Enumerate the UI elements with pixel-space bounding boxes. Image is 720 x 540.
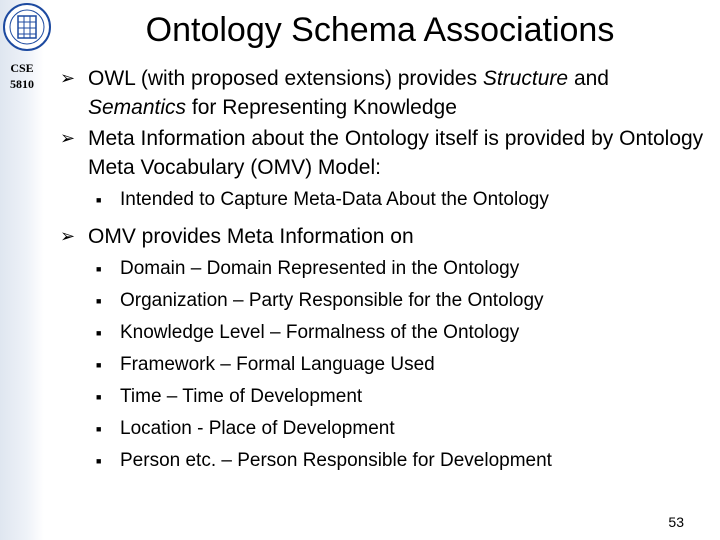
square-bullet-icon: ■ [96, 296, 102, 306]
course-line1: CSE [10, 61, 34, 75]
sub-bullet-intended-text: Intended to Capture Meta-Data About the Ontology [120, 189, 549, 210]
arrow-bullet-icon: ➢ [60, 226, 76, 247]
bullet-omv-provides-text: OMV provides Meta Information on [88, 225, 414, 248]
sub-bullet-domain [60, 253, 710, 285]
sub-bullet-person [60, 445, 710, 477]
university-seal-icon [2, 2, 52, 52]
bullet-owl-semantics: Semantics [88, 96, 187, 119]
bullet-omv-provides [60, 222, 710, 251]
bullet-owl-text-after: for Representing Knowledge [186, 96, 457, 119]
square-bullet-icon: ■ [96, 328, 102, 338]
sub-bullet-text: Time – Time of Development [120, 386, 363, 407]
course-label [2, 60, 42, 92]
sub-bullet-intended [60, 184, 710, 216]
sub-bullet-time [60, 381, 710, 413]
sub-bullet-text: Organization – Party Responsible for the Ontology [120, 290, 544, 311]
sub-bullet-framework [60, 349, 710, 381]
bullet-owl-structure: Structure [482, 67, 569, 90]
sub-bullet-organization [60, 285, 710, 317]
sub-bullet-text: Person etc. – Person Responsible for Development [120, 450, 552, 471]
sub-bullet-text: Knowledge Level – Formalness of the Ontology [120, 322, 520, 343]
bullet-meta-info [60, 124, 710, 182]
sub-bullet-text: Domain – Domain Represented in the Ontology [120, 258, 520, 279]
bullet-owl-text-before: OWL (with proposed extensions) provides [88, 67, 483, 90]
sub-bullet-text: Framework – Formal Language Used [120, 354, 435, 375]
course-line2: 5810 [10, 77, 34, 91]
sub-bullet-location [60, 413, 710, 445]
bullet-meta-info-text: Meta Information about the Ontology itself is provided by Ontology Meta Vocabulary (OMV) Model: [88, 127, 704, 179]
square-bullet-icon: ■ [96, 360, 102, 370]
bullet-owl [60, 64, 710, 122]
slide-content [60, 64, 710, 477]
sub-bullet-text: Location - Place of Development [120, 418, 395, 439]
page-number: 53 [668, 514, 684, 530]
arrow-bullet-icon: ➢ [60, 128, 76, 149]
arrow-bullet-icon: ➢ [60, 68, 76, 89]
square-bullet-icon: ■ [96, 456, 102, 466]
square-bullet-icon: ■ [96, 264, 102, 274]
square-bullet-icon: ■ [96, 424, 102, 434]
bullet-owl-text-mid: and [568, 67, 609, 90]
square-bullet-icon: ■ [96, 392, 102, 402]
sub-bullet-knowledge-level [60, 317, 710, 349]
slide-title: Ontology Schema Associations [145, 11, 615, 49]
square-bullet-icon: ■ [96, 195, 102, 205]
